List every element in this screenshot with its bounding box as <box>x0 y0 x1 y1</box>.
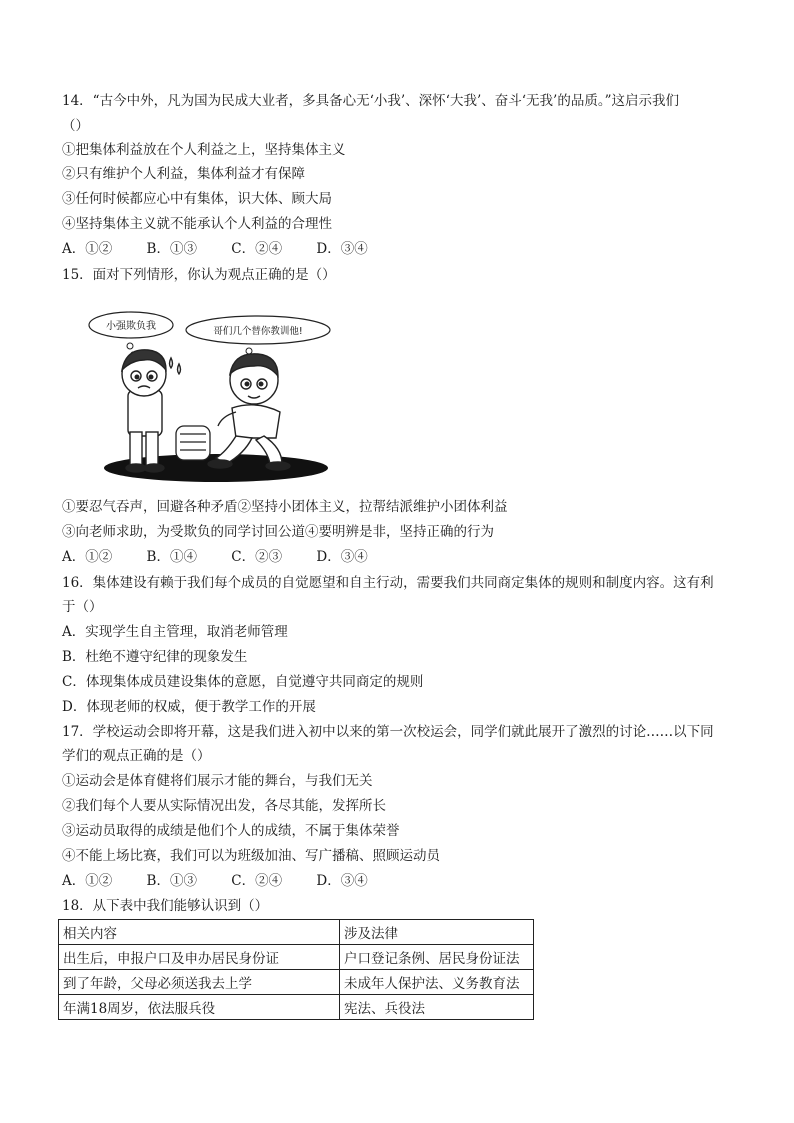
q16-stem-continued: 于（） <box>62 599 103 615</box>
bubble-left-text: 小强欺负我 <box>106 321 156 332</box>
table-header-cell: 涉及法律 <box>340 920 534 945</box>
q14-stem: 14．“古今中外，凡为国为民成大业者，多具备心无‘小我’、深怀‘大我’、奋斗‘无我’的品质。”这启示我们 <box>62 93 679 109</box>
q17-stem: 17．学校运动会即将开幕，这是我们进入初中以来的第一次校运会，同学们就此展开了激烈的讨论……以下同 <box>62 724 714 740</box>
cartoon-illustration <box>86 308 336 484</box>
table-cell: 出生后，申报户口及申办居民身份证 <box>59 945 340 970</box>
q14-item-4: ④坚持集体主义就不能承认个人利益的合理性 <box>62 216 332 232</box>
q15-options <box>62 548 398 566</box>
table-header-cell: 相关内容 <box>59 920 340 945</box>
bubble-right-text: 哥们几个替你教训他! <box>213 326 303 337</box>
q15-option-c[interactable]: C．②③ <box>231 549 283 565</box>
q15-item-1-2: ①要忍气吞声，回避各种矛盾②坚持小团体主义，拉帮结派维护小团体利益 <box>62 499 508 515</box>
q17-option-d[interactable]: D．③④ <box>316 873 368 889</box>
q15-stem: 15．面对下列情形，你认为观点正确的是（） <box>62 267 336 283</box>
q14-option-a[interactable]: A．①② <box>62 241 113 257</box>
q17-option-c[interactable]: C．②④ <box>231 873 283 889</box>
backpack <box>176 426 210 460</box>
q17-stem-continued: 学们的观点正确的是（） <box>62 748 211 764</box>
pointing-boy-figure <box>208 354 290 470</box>
q17-item-1: ①运动会是体育健将们展示才能的舞台，与我们无关 <box>62 773 373 789</box>
q17-item-3: ③运动员取得的成绩是他们个人的成绩，不属于集体荣誉 <box>62 823 400 839</box>
table-cell: 户口登记条例、居民身份证法 <box>340 945 534 970</box>
q15-option-a[interactable]: A．①② <box>62 549 113 565</box>
q16-option-d[interactable]: D．体现老师的权威，便于教学工作的开展 <box>62 699 316 715</box>
q14-option-b[interactable]: B．①③ <box>146 241 197 257</box>
q15-option-d[interactable]: D．③④ <box>316 549 368 565</box>
q14-option-c[interactable]: C．②④ <box>231 241 283 257</box>
table-row <box>59 970 534 995</box>
law-table <box>58 919 534 1020</box>
table-header-row <box>59 920 534 945</box>
q16-option-a[interactable]: A．实现学生自主管理，取消老师管理 <box>62 624 288 640</box>
q14-item-2: ②只有维护个人利益，集体利益才有保障 <box>62 166 305 182</box>
q16-option-b[interactable]: B．杜绝不遵守纪律的现象发生 <box>62 649 248 665</box>
q16-option-c[interactable]: C．体现集体成员建设集体的意愿，自觉遵守共同商定的规则 <box>62 674 424 690</box>
q17-item-2: ②我们每个人要从实际情况出发，各尽其能，发挥所长 <box>62 798 386 814</box>
q14-item-3: ③任何时候都应心中有集体，识大体、顾大局 <box>62 191 332 207</box>
q14-stem-continued: （） <box>62 118 89 134</box>
table-row <box>59 995 534 1020</box>
table-cell: 年满18周岁，依法服兵役 <box>59 995 340 1020</box>
table-row <box>59 945 534 970</box>
q17-option-a[interactable]: A．①② <box>62 873 113 889</box>
q14-options <box>62 240 398 258</box>
q16-stem: 16．集体建设有赖于我们每个成员的自觉愿望和自主行动，需要我们共同商定集体的规则和制度内容。这有利 <box>62 575 714 591</box>
table-cell: 未成年人保护法、义务教育法 <box>340 970 534 995</box>
q15-option-b[interactable]: B．①④ <box>146 549 197 565</box>
q14-option-d[interactable]: D．③④ <box>316 241 368 257</box>
q14-item-1: ①把集体利益放在个人利益之上，坚持集体主义 <box>62 142 346 158</box>
table-cell: 到了年龄，父母必须送我去上学 <box>59 970 340 995</box>
crying-boy-figure <box>122 350 181 472</box>
q18-stem: 18．从下表中我们能够认识到（） <box>62 898 269 914</box>
q17-item-4: ④不能上场比赛，我们可以为班级加油、写广播稿、照顾运动员 <box>62 848 440 864</box>
table-cell: 宪法、兵役法 <box>340 995 534 1020</box>
q17-options <box>62 872 398 890</box>
q17-option-b[interactable]: B．①③ <box>146 873 197 889</box>
q15-item-3-4: ③向老师求助，为受欺负的同学讨回公道④要明辨是非，坚持正确的行为 <box>62 524 494 540</box>
